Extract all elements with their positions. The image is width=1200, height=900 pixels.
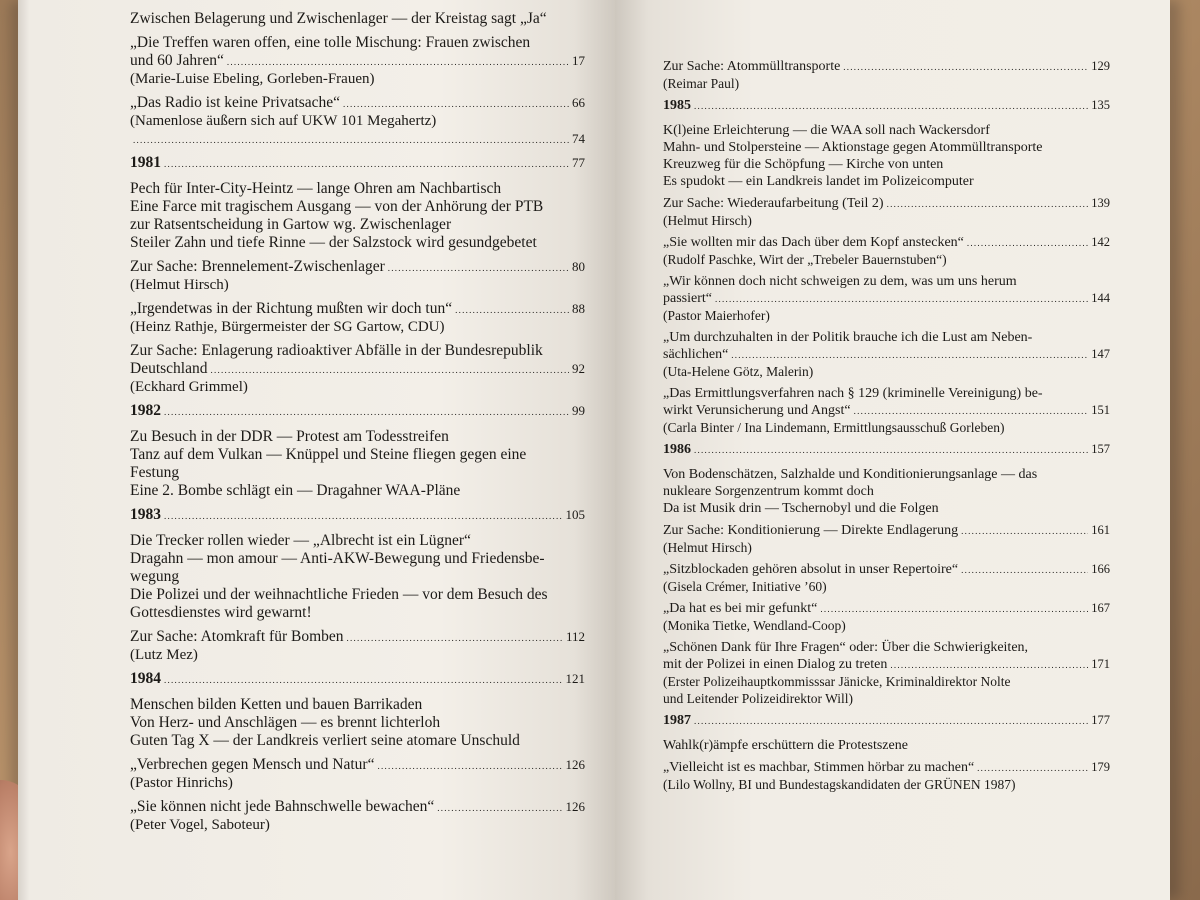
toc-entry bbox=[663, 600, 1110, 634]
dot-leader bbox=[967, 234, 1088, 250]
page-number: 139 bbox=[1091, 196, 1110, 210]
entry-author: und Leitender Polizeidirektor Will) bbox=[663, 691, 854, 706]
entry-title: passiert“ bbox=[663, 291, 712, 306]
dot-leader bbox=[890, 656, 1088, 672]
dot-leader bbox=[437, 798, 562, 814]
toc-entry bbox=[663, 522, 1110, 556]
entry-title: K(l)eine Erleichterung — die WAA soll nach Wackersdorf bbox=[663, 123, 990, 138]
entry-title: „Schönen Dank für Ihre Fragen“ oder: Über die Schwierigkeiten, bbox=[663, 640, 1029, 655]
toc-entry bbox=[663, 195, 1110, 229]
page-number: 144 bbox=[1091, 291, 1110, 305]
entry-title: Zwischen Belagerung und Zwischenlager — der Kreistag sagt „Ja“ bbox=[130, 10, 547, 27]
entry-title: „Das Ermittlungsverfahren nach § 129 (kriminelle Vereinigung) be- bbox=[663, 386, 1043, 401]
entry-title: Deutschland bbox=[130, 360, 208, 377]
toc-entry bbox=[663, 759, 1110, 793]
toc-entry bbox=[663, 483, 1110, 500]
page-number: 99 bbox=[572, 403, 585, 418]
dot-leader bbox=[694, 712, 1088, 728]
dot-leader bbox=[887, 195, 1089, 211]
page-number: 177 bbox=[1091, 713, 1110, 727]
dot-leader bbox=[377, 756, 562, 772]
dot-leader bbox=[715, 290, 1088, 306]
right-page bbox=[615, 0, 1170, 900]
dot-leader bbox=[388, 258, 569, 274]
toc-entry bbox=[130, 130, 585, 148]
dot-leader bbox=[343, 94, 569, 110]
entry-title-line bbox=[663, 600, 1110, 617]
page-number: 129 bbox=[1091, 59, 1110, 73]
year-label: 1987 bbox=[663, 713, 691, 728]
dot-leader bbox=[164, 154, 569, 170]
toc-entry bbox=[130, 464, 585, 482]
toc-entry bbox=[663, 156, 1110, 173]
page-number: 167 bbox=[1091, 601, 1110, 615]
dot-leader bbox=[731, 346, 1088, 362]
entry-title: Kreuzweg für die Schöpfung — Kirche von unten bbox=[663, 157, 944, 172]
dot-leader bbox=[961, 561, 1088, 577]
entry-title: Dragahn — mon amour — Anti-AKW-Bewegung und Friedensbe- bbox=[130, 550, 545, 567]
page-number: 151 bbox=[1091, 403, 1110, 417]
entry-title-line bbox=[663, 346, 1110, 363]
toc-entry bbox=[130, 342, 585, 396]
entry-title: Pech für Inter-City-Heintz — lange Ohren am Nachbartisch bbox=[130, 180, 502, 197]
entry-title: „Da hat es bei mir gefunkt“ bbox=[663, 601, 818, 616]
dot-leader bbox=[820, 600, 1088, 616]
entry-author: (Monika Tietke, Wendland-Coop) bbox=[663, 618, 846, 633]
entry-title: Die Polizei und der weihnachtliche Frieden — vor dem Besuch des bbox=[130, 586, 548, 603]
entry-author: (Erster Polizeihauptkommisssar Jänicke, Kriminaldirektor Nolte bbox=[663, 674, 1011, 689]
entry-title-line bbox=[663, 234, 1110, 251]
entry-title: „Wir können doch nicht schweigen zu dem, was um uns herum bbox=[663, 274, 1017, 289]
entry-title: Zu Besuch in der DDR — Protest am Todesstreifen bbox=[130, 428, 449, 445]
entry-title: sächlichen“ bbox=[663, 347, 729, 362]
toc-entry bbox=[130, 696, 585, 714]
page-number: 142 bbox=[1091, 235, 1110, 249]
toc-entry bbox=[663, 385, 1110, 436]
page-number: 157 bbox=[1091, 442, 1110, 456]
toc-entry bbox=[663, 737, 1110, 754]
toc-entry bbox=[130, 532, 585, 550]
page-number: 88 bbox=[572, 301, 585, 316]
page-number: 179 bbox=[1091, 760, 1110, 774]
entry-title-line bbox=[130, 94, 585, 112]
dot-leader bbox=[227, 52, 569, 68]
page-number: 80 bbox=[572, 259, 585, 274]
page-number: 135 bbox=[1091, 98, 1110, 112]
toc-entry bbox=[663, 234, 1110, 268]
entry-title: Gottesdienstes wird gewarnt! bbox=[130, 604, 312, 621]
toc-entry bbox=[130, 180, 585, 198]
toc-entry bbox=[130, 604, 585, 622]
dot-leader bbox=[210, 360, 569, 376]
dot-leader bbox=[164, 506, 563, 522]
entry-title: „Um durchzuhalten in der Politik brauche ich die Lust am Neben- bbox=[663, 330, 1033, 345]
entry-author: (Reimar Paul) bbox=[663, 76, 740, 91]
toc-entry bbox=[130, 34, 585, 88]
entry-title-line bbox=[663, 759, 1110, 776]
page-number: 74 bbox=[572, 131, 585, 146]
page-number: 66 bbox=[572, 95, 585, 110]
entry-title: nukleare Sorgenzentrum kommt doch bbox=[663, 484, 874, 499]
toc-entry bbox=[130, 628, 585, 664]
entry-title: Zur Sache: Enlagerung radioaktiver Abfälle in der Bundesrepublik bbox=[130, 342, 543, 359]
entry-title: zur Ratsentscheidung in Gartow wg. Zwischenlager bbox=[130, 216, 452, 233]
toc-entry bbox=[130, 568, 585, 586]
dot-leader bbox=[133, 130, 569, 146]
page-number: 105 bbox=[565, 507, 585, 522]
entry-title-line bbox=[663, 402, 1110, 419]
year-label: 1983 bbox=[130, 506, 161, 523]
toc-entry bbox=[130, 798, 585, 834]
entry-title: Zur Sache: Brennelement-Zwischenlager bbox=[130, 258, 385, 275]
entry-title: Zur Sache: Wiederaufarbeitung (Teil 2) bbox=[663, 196, 884, 211]
entry-title: Wahlk(r)ämpfe erschüttern die Protestszene bbox=[663, 738, 908, 753]
page-number: 171 bbox=[1091, 657, 1110, 671]
year-label: 1982 bbox=[130, 402, 161, 419]
toc-entry bbox=[663, 466, 1110, 483]
page-number: 147 bbox=[1091, 347, 1110, 361]
dot-leader bbox=[694, 97, 1088, 113]
toc-entry bbox=[130, 586, 585, 604]
toc-entry bbox=[663, 329, 1110, 380]
entry-author: (Carla Binter / Ina Lindemann, Ermittlungsausschuß Gorleben) bbox=[663, 420, 1005, 435]
page-number: 161 bbox=[1091, 523, 1110, 537]
entry-title: Zur Sache: Atomkraft für Bomben bbox=[130, 628, 344, 645]
entry-author: (Gisela Crémer, Initiative ’60) bbox=[663, 579, 827, 594]
page-number: 92 bbox=[572, 361, 585, 376]
entry-author: (Peter Vogel, Saboteur) bbox=[130, 817, 270, 833]
toc-entry bbox=[663, 58, 1110, 92]
toc-entry bbox=[130, 10, 585, 28]
dot-leader bbox=[843, 58, 1088, 74]
entry-author: (Marie-Luise Ebeling, Gorleben-Frauen) bbox=[130, 71, 375, 87]
entry-title: Zur Sache: Konditionierung — Direkte Endlagerung bbox=[663, 523, 959, 538]
entry-title: Tanz auf dem Vulkan — Knüppel und Steine fliegen gegen eine bbox=[130, 446, 527, 463]
entry-title-line bbox=[130, 798, 585, 816]
toc-entry bbox=[130, 550, 585, 568]
entry-title: Zur Sache: Atommülltransporte bbox=[663, 59, 841, 74]
entry-title-line bbox=[663, 561, 1110, 578]
entry-title: Die Trecker rollen wieder — „Albrecht ist ein Lügner“ bbox=[130, 532, 471, 549]
entry-title: „Sie wollten mir das Dach über dem Kopf anstecken“ bbox=[663, 235, 964, 250]
toc-entry bbox=[130, 732, 585, 750]
entry-author: (Lutz Mez) bbox=[130, 647, 198, 663]
toc-entry bbox=[130, 198, 585, 216]
toc-entry bbox=[663, 561, 1110, 595]
year-label: 1986 bbox=[663, 442, 691, 457]
page-number: 121 bbox=[565, 671, 585, 686]
entry-author: (Helmut Hirsch) bbox=[663, 213, 752, 228]
entry-title: Festung bbox=[130, 464, 180, 481]
entry-title: Von Bodenschätzen, Salzhalde und Konditionierungsanlage — das bbox=[663, 467, 1038, 482]
page-number: 166 bbox=[1091, 562, 1110, 576]
dot-leader bbox=[977, 759, 1088, 775]
entry-title-line bbox=[663, 58, 1110, 75]
dot-leader bbox=[694, 441, 1088, 457]
entry-title-line bbox=[130, 258, 585, 276]
left-page bbox=[30, 0, 615, 900]
page-number: 17 bbox=[572, 53, 585, 68]
entry-title: „Sitzblockaden gehören absolut in unser Repertoire“ bbox=[663, 562, 959, 577]
entry-title-line bbox=[130, 360, 585, 378]
year-heading bbox=[130, 670, 585, 688]
dot-leader bbox=[455, 300, 569, 316]
entry-title-line bbox=[663, 195, 1110, 212]
entry-title: wegung bbox=[130, 568, 180, 585]
entry-title: „Irgendetwas in der Richtung mußten wir doch tun“ bbox=[130, 300, 453, 317]
year-heading bbox=[130, 402, 585, 420]
entry-title-line bbox=[663, 522, 1110, 539]
entry-author: (Lilo Wollny, BI und Bundestagskandidaten der GRÜNEN 1987) bbox=[663, 777, 1016, 792]
entry-title: wirkt Verunsicherung und Angst“ bbox=[663, 403, 851, 418]
toc-entry bbox=[130, 300, 585, 336]
dot-leader bbox=[854, 402, 1089, 418]
entry-title-line bbox=[663, 290, 1110, 307]
entry-author: (Rudolf Paschke, Wirt der „Trebeler Bauernstuben“) bbox=[663, 252, 947, 267]
entry-title-line bbox=[663, 656, 1110, 673]
toc-entry bbox=[130, 258, 585, 294]
entry-author: (Heinz Rathje, Bürgermeister der SG Gartow, CDU) bbox=[130, 319, 445, 335]
page-number: 112 bbox=[565, 629, 585, 644]
year-label: 1984 bbox=[130, 670, 161, 687]
dot-leader bbox=[347, 628, 563, 644]
dot-leader bbox=[164, 402, 569, 418]
entry-title: Eine 2. Bombe schlägt ein — Dragahner WAA-Pläne bbox=[130, 482, 461, 499]
toc-entry bbox=[130, 714, 585, 732]
toc-entry bbox=[130, 446, 585, 464]
toc-entry bbox=[130, 216, 585, 234]
toc-entry bbox=[663, 139, 1110, 156]
toc-entry bbox=[663, 639, 1110, 707]
toc-entry bbox=[130, 482, 585, 500]
year-heading bbox=[663, 712, 1110, 729]
toc-entry bbox=[663, 273, 1110, 324]
toc-entry bbox=[663, 173, 1110, 190]
toc-entry bbox=[663, 122, 1110, 139]
year-label: 1981 bbox=[130, 154, 161, 171]
year-heading bbox=[130, 154, 585, 172]
entry-author: (Eckhard Grimmel) bbox=[130, 379, 248, 395]
right-toc-list bbox=[663, 58, 1110, 793]
entry-title: Da ist Musik drin — Tschernobyl und die Folgen bbox=[663, 501, 939, 516]
toc-entry bbox=[663, 500, 1110, 517]
entry-author: (Helmut Hirsch) bbox=[663, 540, 752, 555]
entry-title: Menschen bilden Ketten und bauen Barrikaden bbox=[130, 696, 423, 713]
page-number: 77 bbox=[572, 155, 585, 170]
entry-title: „Vielleicht ist es machbar, Stimmen hörbar zu machen“ bbox=[663, 760, 975, 775]
entry-title-line bbox=[130, 756, 585, 774]
entry-author: (Pastor Hinrichs) bbox=[130, 775, 233, 791]
entry-title: „Verbrechen gegen Mensch und Natur“ bbox=[130, 756, 375, 773]
entry-title: mit der Polizei in einen Dialog zu treten bbox=[663, 657, 888, 672]
toc-entry bbox=[130, 94, 585, 130]
entry-title: und 60 Jahren“ bbox=[130, 52, 224, 69]
toc-entry bbox=[130, 756, 585, 792]
entry-title: „Die Treffen waren offen, eine tolle Mischung: Frauen zwischen bbox=[130, 34, 531, 51]
left-toc-list bbox=[130, 10, 585, 834]
page-number: 126 bbox=[565, 799, 585, 814]
entry-title: „Sie können nicht jede Bahnschwelle bewachen“ bbox=[130, 798, 435, 815]
entry-title: Es spudokt — ein Landkreis landet im Polizeicomputer bbox=[663, 174, 974, 189]
entry-author: (Helmut Hirsch) bbox=[130, 277, 229, 293]
dot-leader bbox=[164, 670, 563, 686]
entry-title-line bbox=[130, 300, 585, 318]
entry-author: (Pastor Maierhofer) bbox=[663, 308, 770, 323]
entry-title: Von Herz- und Anschlägen — es brennt lichterloh bbox=[130, 714, 441, 731]
entry-title-line bbox=[130, 52, 585, 70]
entry-title: Mahn- und Stolpersteine — Aktionstage gegen Atommülltransporte bbox=[663, 140, 1043, 155]
entry-title-line bbox=[130, 628, 585, 646]
entry-title: „Das Radio ist keine Privatsache“ bbox=[130, 94, 341, 111]
year-label: 1985 bbox=[663, 98, 691, 113]
entry-author: (Uta-Helene Götz, Malerin) bbox=[663, 364, 814, 379]
year-heading bbox=[663, 441, 1110, 458]
entry-title: Eine Farce mit tragischem Ausgang — von der Anhörung der PTB bbox=[130, 198, 544, 215]
entry-title: Guten Tag X — der Landkreis verliert seine atomare Unschuld bbox=[130, 732, 520, 749]
year-heading bbox=[130, 506, 585, 524]
dot-leader bbox=[961, 522, 1088, 538]
year-heading bbox=[663, 97, 1110, 114]
entry-author: (Namenlose äußern sich auf UKW 101 Megahertz) bbox=[130, 113, 437, 129]
page-number: 126 bbox=[565, 757, 585, 772]
entry-title: Steiler Zahn und tiefe Rinne — der Salzstock wird gesundgebetet bbox=[130, 234, 537, 251]
toc-entry bbox=[130, 234, 585, 252]
toc-entry bbox=[130, 428, 585, 446]
